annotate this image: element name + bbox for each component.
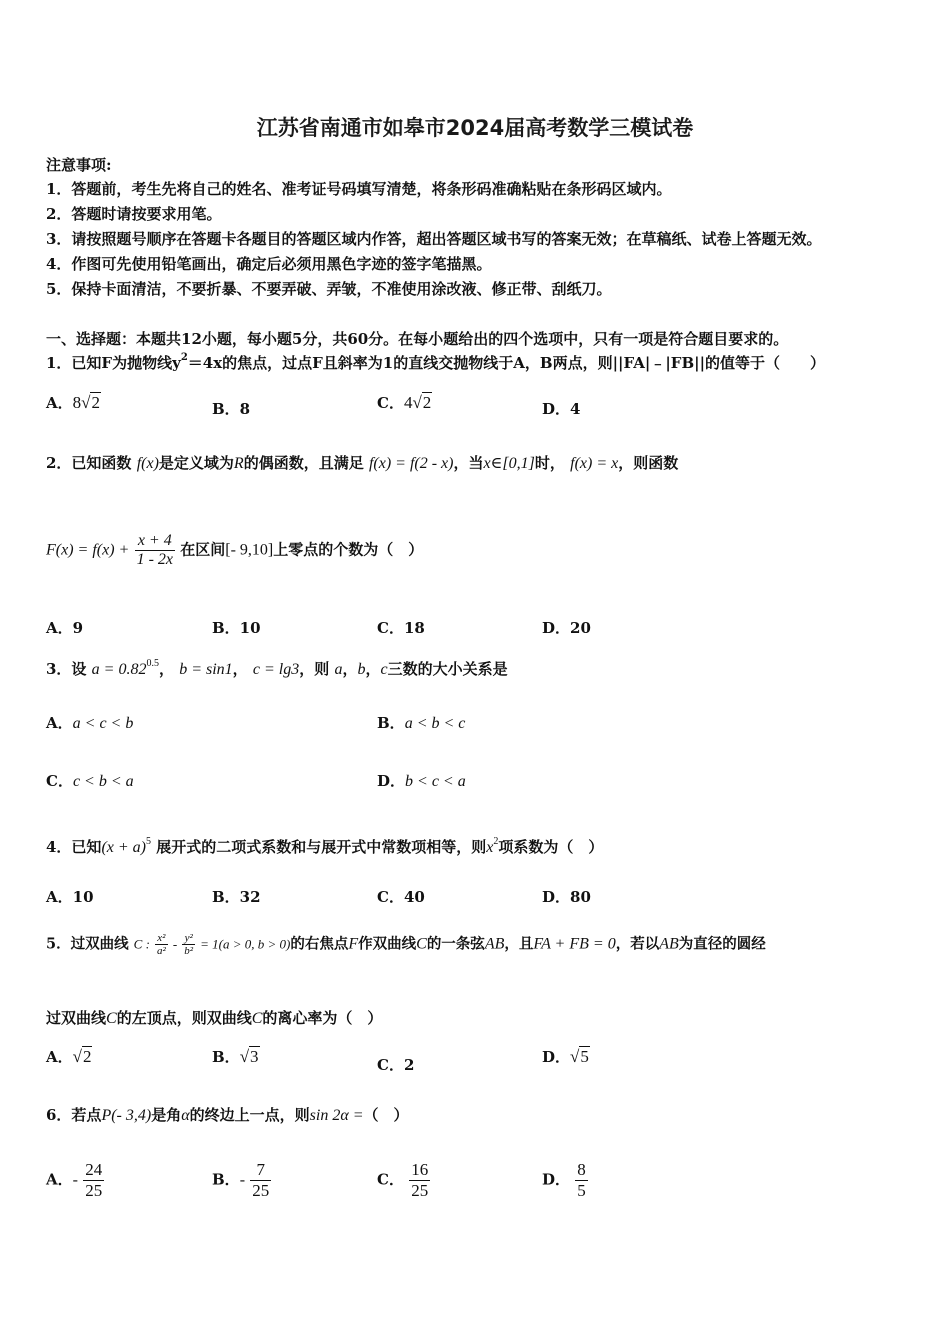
q4-option-c[interactable]: C．40: [377, 888, 425, 906]
q6-option-d[interactable]: D． $\frac{8}{5}$: [542, 1160, 586, 1200]
question-2-stem: 2．已知函数 f(x)是定义域为R的偶函数，且满足 f(x) = f(2 - x)，当x∈[0,1]时， f(x) = x，则函数: [46, 454, 679, 472]
q2-option-a[interactable]: A．9: [46, 619, 84, 637]
q3-option-d[interactable]: D．b < c < a: [377, 772, 466, 790]
page-title: 江苏省南通市如皋市2024届高考数学三模试卷: [256, 116, 694, 140]
question-1-stem: 1．已知F为抛物线$y^2=4x$的焦点，过点F且斜率为1的直线交抛物线于A，B两点，则||FA|﹣|FB||的值等于（ ）: [46, 352, 826, 372]
q1-option-b[interactable]: B．8: [212, 400, 251, 418]
q3-option-b[interactable]: B．a < b < c: [377, 714, 466, 732]
q3-option-c[interactable]: C．c < b < a: [46, 772, 134, 790]
q1-option-d[interactable]: D．4: [542, 400, 581, 418]
q4-option-b[interactable]: B．32: [212, 888, 261, 906]
question-2-function: F(x) = f(x) + $\frac{x + 4}{1 - 2x}$ 在区间[- 9,10]上零点的个数为（ ）: [46, 532, 424, 568]
q1-option-c[interactable]: C．4√2: [377, 393, 432, 412]
q6-option-a[interactable]: A．- $\frac{24}{25}$: [46, 1160, 103, 1200]
q2-option-b[interactable]: B．10: [212, 619, 261, 637]
q1-option-a[interactable]: A．8√2: [46, 393, 100, 412]
question-6-stem: 6．若点P(- 3,4)是角α的终边上一点，则sin 2α =（ ）: [46, 1106, 409, 1124]
notice-item: 4．作图可先使用铅笔画出，确定后必须用黑色字迹的签字笔描黑。: [46, 255, 492, 273]
question-5-stem: 5．过双曲线 C : $\frac{\text{x²}}{\text{a²}}$ - $\frac{\text{y²}}{\text{b²}}$ = 1(a > 0, b > 0)的右焦点F作双曲线C的一条弦AB，且FA + FB = 0，若以AB为直径的圆经: [46, 932, 766, 957]
section-heading: 一、选择题：本题共12小题，每小题5分，共60分。在每小题给出的四个选项中，只有一项是符合题目要求的。: [46, 330, 789, 348]
q6-option-b[interactable]: B．- $\frac{7}{25}$: [212, 1160, 270, 1200]
notice-item: 2．答题时请按要求用笔。: [46, 205, 222, 223]
q3-option-a[interactable]: A．a < c < b: [46, 714, 134, 732]
q5-option-c[interactable]: C．2: [377, 1056, 415, 1074]
q2-option-c[interactable]: C．18: [377, 619, 425, 637]
q5-option-a[interactable]: A．√2: [46, 1047, 92, 1066]
notice-item: 5．保持卡面清洁，不要折暴、不要弄破、弄皱，不准使用涂改液、修正带、刮纸刀。: [46, 280, 612, 298]
notice-item: 1．答题前，考生先将自己的姓名、准考证号码填写清楚，将条形码准确粘贴在条形码区域内。: [46, 180, 672, 198]
q5-option-d[interactable]: D．√5: [542, 1047, 589, 1066]
notice-item: 3．请按照题号顺序在答题卡各题目的答题区域内作答，超出答题区域书写的答案无效；在草稿纸、试卷上答题无效。: [46, 230, 822, 248]
question-5-stem-line2: 过双曲线C的左顶点，则双曲线C的离心率为（ ）: [46, 1009, 383, 1027]
notice-heading: 注意事项:: [46, 156, 112, 174]
q5-option-b[interactable]: B．√3: [212, 1047, 259, 1066]
question-3-stem: 3．设 $a = 0.82^{0.5}$， b = sin1， c = lg3，则 a，b，c三数的大小关系是: [46, 658, 508, 678]
q4-option-a[interactable]: A．10: [46, 888, 94, 906]
question-4-stem: 4．已知$(x + a)^5$ 展开式的二项式系数和与展开式中常数项相等，则$x^2$项系数为（ ）: [46, 836, 604, 856]
q4-option-d[interactable]: D．80: [542, 888, 591, 906]
q6-option-c[interactable]: C． $\frac{16}{25}$: [377, 1160, 429, 1200]
q2-option-d[interactable]: D．20: [542, 619, 591, 637]
